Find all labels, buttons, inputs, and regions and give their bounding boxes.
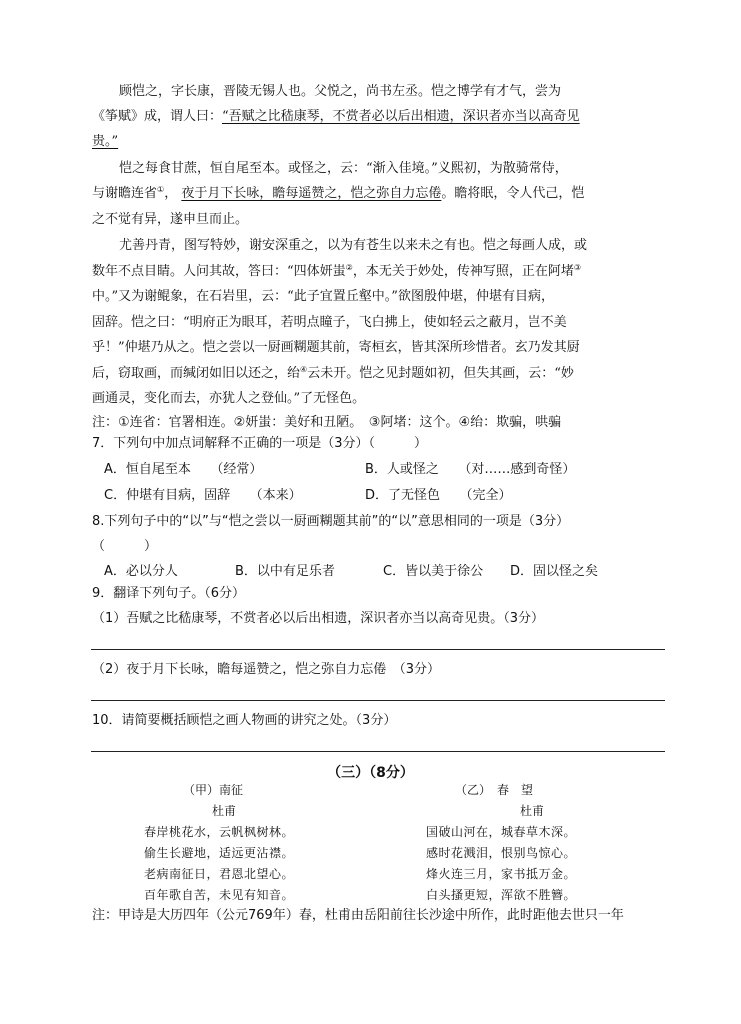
- q8-option-b: B．以中有足乐者: [235, 564, 335, 579]
- passage-text: 云未开。恺之见封题如初，但失其画，云：“妙: [307, 366, 574, 381]
- q8-stem: 8.下列句子中的“以”与“恺之尝以一厨画糊题其前”的“以”意思相同的一项是（3分）: [92, 514, 570, 529]
- underlined-sentence-2: 夜于月下长咏，瞻每遥赞之，恺之弥自力忘倦: [181, 186, 442, 201]
- footnote-marker: ①: [157, 185, 165, 194]
- poem-a-title: （甲）南征: [183, 783, 244, 797]
- passage-text: ，本无关于妙处，传神写照，正在阿堵: [352, 264, 574, 279]
- q7-stem: 7．下列句中加点词解释不正确的一项是（3分）（ ）: [92, 436, 428, 451]
- footnote-marker: ②: [345, 263, 353, 272]
- passage-line: 画通灵，变化而去，亦犹人之登仙。”了无怪色。: [92, 391, 366, 406]
- answer-line[interactable]: [91, 751, 665, 752]
- underlined-sentence-1-end: 贵。”: [92, 134, 119, 149]
- passage-line: 之不觉有异，遂申旦而止。: [92, 212, 249, 227]
- poem-b-line: 感时花溅泪，恨别鸟惊心。: [426, 846, 577, 860]
- q8-option-c: C．皆以美于徐公: [383, 564, 484, 579]
- poem-b-line: 国破山河在，城春草木深。: [426, 825, 577, 839]
- q8-option-a: A．必以分人: [104, 564, 178, 579]
- q9-sentence-2: （2）夜于月下长咏，瞻每遥赞之，恺之弥自力忘倦 （3分）: [92, 662, 441, 677]
- poem-a-line: 老病南征日，君恩北望心。: [144, 867, 295, 881]
- q9-sentence-1: （1）吾赋之比嵇康琴，不赏者必以后出相遗，深识者亦当以高奇见贵。（3分）: [92, 611, 545, 626]
- answer-line[interactable]: [91, 700, 665, 701]
- passage-line: [92, 108, 580, 126]
- q8-option-d: D．固以怪之矣: [510, 564, 599, 579]
- passage-line: [92, 263, 581, 281]
- poem-b-author: 杜甫: [520, 804, 545, 818]
- poem-a-line: 偷生长避地，适远更沾襟。: [144, 846, 295, 860]
- passage-line: 恺之每食甘蔗，恒自尾至本。或怪之，云：“渐入佳境。”义熙初，为散骑常侍，: [119, 161, 568, 176]
- q8-answer-paren: （ ）: [92, 539, 158, 554]
- passage-line: 固辞。恺之曰：“明府正为眼耳，若明点瞳子，飞白拂上，使如轻云之蔽月，岂不美: [92, 315, 567, 330]
- passage-line: [92, 133, 118, 151]
- footnotes: 注：①连省：官署相连。②妍蚩：美好和丑陋。 ③阿堵：这个。④绐：欺骗，哄骗: [92, 415, 562, 430]
- poem-b-title: （乙） 春 望: [455, 783, 534, 797]
- passage-text: ，: [164, 186, 178, 201]
- poem-a-author: 杜甫: [212, 804, 237, 818]
- passage-line: 中。”又为谢鲲象，在石岩里，云：“此子宜置丘壑中。”欲图殷仲堪，仲堪有目病，: [92, 289, 554, 304]
- poem-a-line: 百年歌自苦，未见有知音。: [144, 888, 295, 902]
- poem-footnote: 注：甲诗是大历四年（公元769年）春，杜甫由岳阳前往长沙途中所作，此时距他去世只一年: [92, 908, 624, 923]
- passage-text: 。瞻将眠，令人代己，恺: [441, 186, 585, 201]
- q7-option-b: B．人或怪之 （对……感到奇怪）: [365, 462, 576, 477]
- passage-line: 乎！”仲堪乃从之。恺之尝以一厨画糊题其前，寄桓玄，皆其深所珍惜者。玄乃发其厨: [92, 340, 580, 355]
- footnote-marker: ④: [300, 365, 308, 374]
- poem-b-line: 白头搔更短，浑欲不胜簪。: [426, 888, 577, 902]
- q7-option-a: A．恒自尾至本 （经常）: [104, 462, 263, 477]
- q7-option-c: C．仲堪有目病，固辞 （本来）: [104, 488, 302, 503]
- underlined-sentence-1: “吾赋之比嵇康琴，不赏者必以后出相遗，深识者亦当以高奇见: [222, 109, 580, 124]
- section-heading: （三）（8分）: [327, 765, 414, 781]
- q10-stem: 10．请简要概括顾恺之画人物画的讲究之处。（3分）: [92, 713, 397, 728]
- q7-option-d: D．了无怪色 （完全）: [365, 488, 512, 503]
- passage-line: [92, 365, 574, 383]
- passage-text: 《筝赋》成，谓人曰：: [92, 109, 223, 124]
- poem-a-line: 春岸桃花水，云帆枫树林。: [144, 825, 295, 839]
- passage-line: 顾恺之，字长康，晋陵无锡人也。父悦之，尚书左丞。恺之博学有才气，尝为: [119, 84, 562, 99]
- passage-line: 尤善丹青，图写特妙，谢安深重之，以为有苍生以来未之有也。恺之每画人成，或: [119, 238, 588, 253]
- passage-text: 数年不点目睛。人问其故，答曰：“四体妍蚩: [92, 264, 346, 279]
- passage-text: 后，窃取画，而缄闭如旧以还之，绐: [92, 366, 301, 381]
- q9-stem: 9．翻译下列句子。（6分）: [92, 586, 246, 601]
- footnote-marker: ③: [573, 263, 582, 272]
- passage-line: [92, 185, 584, 203]
- answer-line[interactable]: [91, 649, 665, 650]
- poem-b-line: 烽火连三月，家书抵万金。: [426, 867, 577, 881]
- passage-text: 与谢瞻连省: [92, 186, 158, 201]
